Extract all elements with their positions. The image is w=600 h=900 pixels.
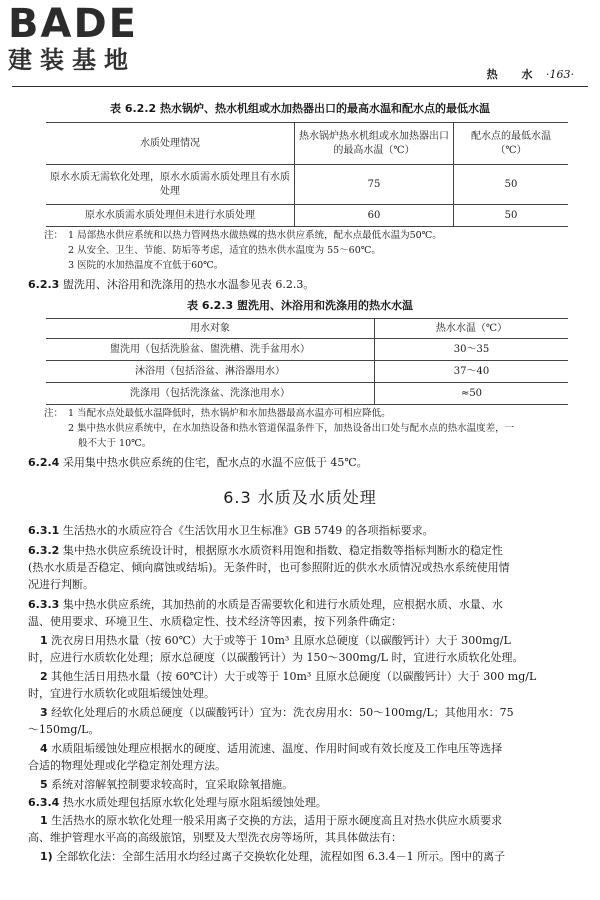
clause-number: 6.3.1 (28, 524, 60, 537)
clause-text: (热水水质是否稳定、倾向腐蚀或结垢)。无条件时，也可参照附近的供水水质情况或热水系统使用情 (28, 561, 510, 574)
item-text: 生活热水的原水软化处理一般采用离子交换的方法，适用于原水硬度高且对热水供应水质要求 (51, 814, 503, 827)
table1-cell: 50 (454, 165, 569, 205)
table2-cell: 盥洗用（包括洗脸盆、盥洗槽、洗手盆用水） (46, 339, 375, 361)
header-rule (12, 86, 588, 87)
item-number: 1 (40, 634, 48, 647)
item-number: 3 (40, 706, 48, 719)
table2-header-2: 热水水温（℃） (375, 319, 569, 339)
table2-cell: ≈50 (375, 383, 569, 405)
note-line: 1 当配水点处最低水温降低时，热水锅炉和水加热器最高水温亦可相应降低。 (68, 408, 391, 419)
clause-number: 6.3.3 (28, 598, 60, 611)
clause-text: 集中热水供应系统设计时，根据原水水质资料用饱和指数、稳定指数等指标判断水的稳定性 (62, 544, 503, 557)
table2-cell: 37～40 (375, 361, 569, 383)
note-line: 3 医院的水加热温度不宜低于60℃。 (68, 260, 224, 271)
table1-caption: 表 6.2.2 热水锅炉、热水机组或水加热器出口的最高水温和配水点的最低水温 (110, 102, 490, 115)
section-title: 6.3 水质及水质处理 (223, 488, 377, 507)
item-3 (28, 704, 588, 738)
table2-cell: 洗涤用（包括洗涤盆、洗涤池用水） (46, 383, 375, 405)
item-text: 时，宜进行水质软化或阻垢缓蚀处理。 (28, 687, 215, 700)
table2-caption: 表 6.2.3 盥洗用、沐浴用和洗涤用的热水水温 (187, 299, 413, 312)
item-number: 2 (40, 670, 48, 683)
item-text: ～150mg/L。 (28, 723, 100, 736)
clause-6-3-2 (28, 542, 588, 593)
item-text: 水质阻垢缓蚀处理应根据水的硬度、适用流速、温度、作用时间或有效长度及工作电压等选择 (51, 742, 503, 755)
clause-text: 生活热水的水质应符合《生活饮用水卫生标准》GB 5749 的各项指标要求。 (62, 524, 434, 537)
clause-6-2-4 (28, 454, 588, 471)
clause-6-3-4 (28, 794, 588, 811)
notes-label: 注： (44, 230, 64, 241)
clause-text: 采用集中热水供应系统的住宅，配水点的水温不应低于 45℃。 (62, 456, 368, 469)
item-text: 洗衣房日用热水量（按 60℃）大于或等于 10m³ 且原水总硬度（以碳酸钙计）大于 300mg/L (51, 634, 511, 647)
item-1 (28, 632, 588, 666)
table2 (46, 318, 568, 405)
item-number: 5 (40, 778, 48, 791)
table1-cell: 原水水质无需软化处理，原水水质需水质处理且有水质处理 (46, 165, 295, 205)
item-text: 合适的物理处理或化学稳定剂处理方法。 (28, 759, 226, 772)
clause-text: 集中热水供应系统，其加热前的水质是否需要软化和进行水质处理，应根据水质、水量、水 (62, 598, 503, 611)
logo (8, 1, 138, 74)
page-number: ·163· (546, 68, 574, 81)
item-5 (28, 776, 588, 793)
clause-number: 6.3.2 (28, 544, 60, 557)
clause-text: 况进行判断。 (28, 578, 94, 591)
item-6-3-4-1 (28, 812, 588, 846)
table2-cell: 30～35 (375, 339, 569, 361)
table2-cell: 沐浴用（包括浴盆、淋浴器用水） (46, 361, 375, 383)
item-text: 系统对溶解氧控制要求较高时，宜采取除氧措施。 (51, 778, 294, 791)
item-text: 经软化处理后的水质总硬度（以碳酸钙计）宜为：洗衣房用水：50～100mg/L；其他用水：75 (51, 706, 514, 719)
note-line: 2 集中热水供应系统中，在水加热设备和热水管道保温条件下，加热设备出口处与配水点的热水温度差，一 (68, 423, 515, 434)
logo-sub-text: 建装基地 (8, 46, 136, 74)
notes-label: 注： (44, 408, 64, 419)
clause-text: 热水水质处理包括原水软化处理与原水阻垢缓蚀处理。 (62, 796, 327, 809)
item-2 (28, 668, 588, 702)
subitem-text: 全部软化法：全部生活用水均经过离子交换软化处理，流程如图 6.3.4－1 所示。图中的离子 (56, 850, 506, 863)
table1-cell: 50 (454, 205, 569, 227)
table1-cell: 60 (295, 205, 454, 227)
table2-notes (44, 406, 584, 451)
item-text: 时，应进行水质软化处理；原水总硬度（以碳酸钙计）为 150～300mg/L 时，宜进行水质软化处理。 (28, 651, 524, 664)
subitem-number: 1) (40, 850, 53, 863)
table2-header-1: 用水对象 (46, 319, 375, 339)
clause-6-3-3 (28, 596, 588, 630)
note-line: 般不大于 10℃。 (78, 438, 152, 449)
clause-6-3-1 (28, 522, 588, 539)
note-line: 2 从安全、卫生、节能、防垢等考虑，适宜的热水供水温度为 55～60℃。 (68, 245, 381, 256)
table1-cell: 75 (295, 165, 454, 205)
logo-main-text: BADE (8, 1, 138, 47)
item-text: 高、维护管理水平高的高级旅馆，别墅及大型洗衣房等场所，其具体做法有： (28, 831, 402, 844)
clause-6-2-3 (28, 276, 588, 293)
item-number: 4 (40, 742, 48, 755)
item-4 (28, 740, 588, 774)
item-number: 1 (40, 814, 48, 827)
table1-notes (44, 228, 574, 273)
clause-text: 盥洗用、沐浴用和洗涤用的热水水温参见表 6.2.3。 (62, 278, 315, 291)
clause-number: 6.2.3 (28, 278, 60, 291)
table1-header-1: 水质处理情况 (46, 123, 295, 165)
running-head (487, 66, 574, 82)
clause-text: 温、使用要求、环境卫生、水质稳定性、技术经济等因素，按下列条件确定： (28, 615, 402, 628)
item-text: 其他生活日用热水量（按 60℃计）大于或等于 10m³ 且原水总硬度（以碳酸钙计）大于 300 mg/L (51, 670, 537, 683)
running-title: 热 水 (486, 68, 543, 81)
subitem-1 (28, 848, 588, 865)
table1 (46, 122, 568, 227)
clause-number: 6.3.4 (28, 796, 60, 809)
table1-header-2: 热水锅炉热水机组或水加热器出口的最高水温（℃） (295, 123, 454, 165)
table1-header-3: 配水点的最低水温（℃） (454, 123, 569, 165)
table1-cell: 原水水质需水质处理但未进行水质处理 (46, 205, 295, 227)
note-line: 1 局部热水供应系统和以热力管网热水做热媒的热水供应系统，配水点最低水温为50℃。 (68, 230, 442, 241)
clause-number: 6.2.4 (28, 456, 60, 469)
